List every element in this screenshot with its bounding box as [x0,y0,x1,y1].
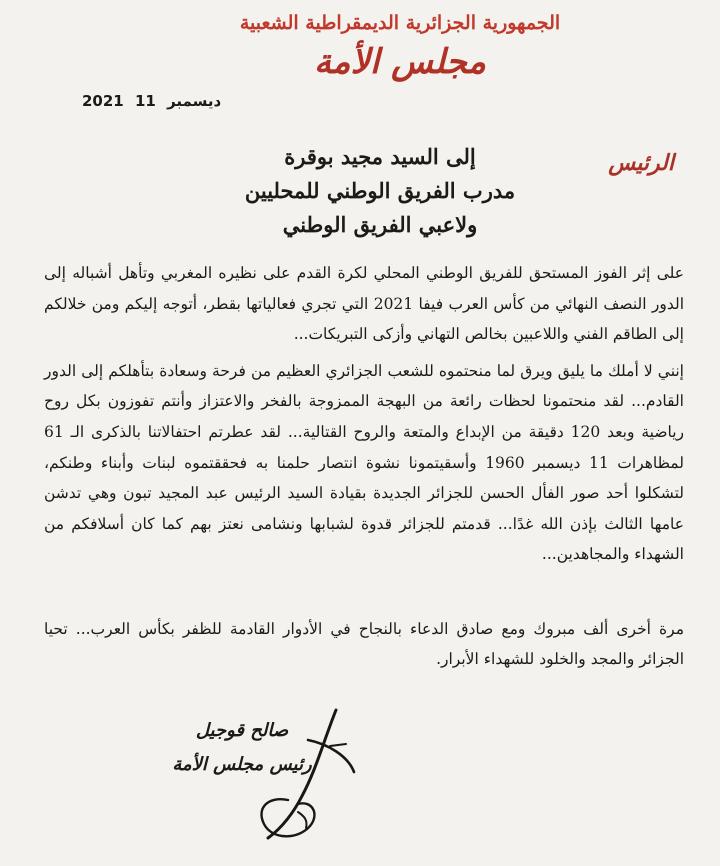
signatory-name: صالح قوجيل [195,720,289,741]
recipient-line: إلى السيد مجيد بوقرة [284,144,476,169]
date-year: 2021 [82,92,124,110]
date-day: 11 [134,92,156,110]
recipient-block [190,140,570,242]
date-month: ديسمبر [167,92,222,110]
letter-date [82,92,227,110]
body-paragraph: على إثر الفوز المستحق للفريق الوطني المحلي لكرة القدم على نظيره المغربي وتأهل أشباله إلى الدور النصف النهائي من كأس العرب فيفا 2021 التي تجري فعالياتها بقطر، أتوجه إليكم ومن خلالكم إلى الطاقم الفني واللاعبين بخالص التهاني وأزكى التبريكات... [44,264,684,344]
letterhead-republic: الجمهورية الجزائرية الديمقراطية الشعبية [239,12,561,34]
body-paragraph: إنني لا أملك ما يليق ويرق لما منحتموه للشعب الجزائري العظيم من فرحة وسعادة بتأهلكم إلى الدور القادم... لقد منحتمونا لحظات رائعة من البهجة الممزوجة بالفخر والاعتزاز وأنتم تفوزون بكل روح رياضية وبعد 120 دقيقة من الإبداع والمتعة والروح القتالية... لقد عطرتم احتفالاتنا بالذكرى الـ 61 لمظاهرات 11 ديسمبر 1960 وأسقيتمونا نشوة انتصار حلمنا به فحققتموه لبنات وأبناء وطنكم، لتشكلوا أحد صور الفأل الحسن للجزائر الجديدة بقيادة السيد الرئيس عبد المجيد تبون وهي تدشن عامها الثالث بإذن الله غدًا... قدمتم للجزائر قدوة لشبابها ونشامى نعتز بهم كما كان أسلافكم من الشهداء والمجاهدين... [44,361,684,564]
letterhead-council: مجلس الأمة [314,42,486,82]
handwritten-signature [228,700,378,850]
president-label: الرئيس [608,150,674,176]
signatory-title: رئيس مجلس الأمة [172,754,312,775]
letter-closing: مرة أخرى ألف مبروك ومع صادق الدعاء بالنجاح في الأدوار القادمة للظفر بكأس العرب... تحيا الجزائر والمجد والخلود للشهداء الأبرار. [44,620,684,668]
recipient-line: مدرب الفريق الوطني للمحليين [244,178,516,203]
recipient-line: ولاعبي الفريق الوطني [282,212,478,237]
letter-body [44,258,684,576]
